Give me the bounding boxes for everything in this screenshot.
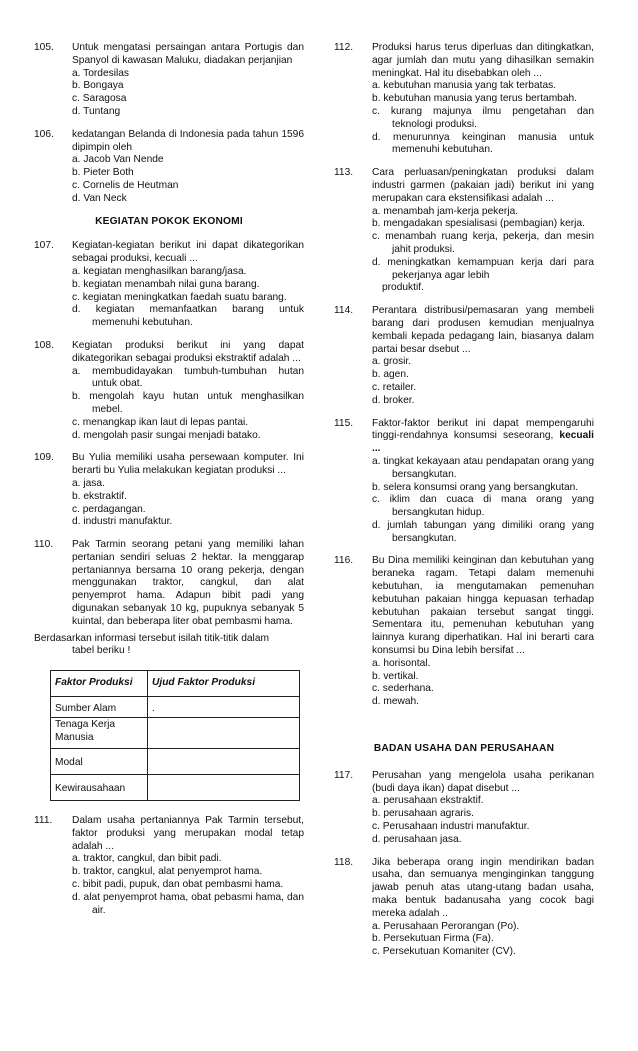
question-113 [334,167,594,295]
question-stem: Kegiatan produksi berikut ini yang dapat dikategorikan sebagai produksi ekstraktif adalah ... [72,339,304,364]
option-b: b. mengolah kayu hutan untuk menghasilkan mebel. [72,391,304,415]
option-b: b. Bongaya [72,80,124,92]
option-a: a. menambah jam-kerja pekerja. [372,205,519,217]
option-d: d. mewah. [372,696,419,708]
question-109 [34,452,304,529]
question-stem: Bu Yulia memiliki usaha persewaan komputer. Ini berarti bu Yulia melakukan kegiatan produksi ... [72,452,304,477]
option-a: a. horisontal. [372,657,431,669]
option-c: c. perdagangan. [72,503,146,515]
table-cell: Modal [51,749,148,775]
question-114 [334,305,594,407]
option-a: a. Jacob Van Nende [72,154,164,166]
option-c: c. menangkap ikan laut di lepas pantai. [72,416,249,428]
option-a: a. tingkat kekayaan atau pendapatan orang yang bersangkutan. [372,455,594,480]
option-b: b. vertikal. [372,670,419,682]
question-stem: Untuk mengatasi persaingan antara Portugis dan Spanyol di kawasan Maluku, diadakan perjanjian [72,42,304,66]
option-a: a. traktor, cangkul, dan bibit padi. [72,853,222,865]
option-d: d. broker. [372,394,415,406]
question-108 [34,340,304,442]
table-cell: Sumber Alam [51,697,148,718]
question-number: 105. [34,42,54,53]
section-heading-kegiatan-pokok-ekonomi: KEGIATAN POKOK EKONOMI [95,215,243,227]
question-stem: Bu Dina memiliki keinginan dan kebutuhan yang beraneka ragam. Tetapi dalam memenuhi kebutuhan, ia mengutamakan pemenuhan kebutuhan pakaian hingga kepuasan terhadap kebutuhan pakaian tersebut sangat tinggi. Sementara itu, pemenuhan kebutuhan yang lainnya kurang diperhatikan. Hal ini berarti cara konsumsi bu Dina lebih bersifat ... [372,555,594,657]
table-cell: Kewirausahaan [51,775,148,801]
option-b: b. selera konsumsi orang yang bersangkutan. [372,481,579,493]
question-number: 107. [34,240,54,252]
table-cell-answer[interactable] [148,775,300,801]
option-c: c. Cornelis de Heutman [72,179,179,191]
question-stem: Produksi harus terus diperluas dan ditingkatkan, agar jumlah dan mutu yang dihasilkan semakin meningkat. Hal itu disebabkan oleh ... [372,42,594,79]
option-b: b. agen. [372,369,409,381]
faktor-produksi-table [50,670,300,801]
question-stem: Jika beberapa orang ingin mendirikan badan usaha, dan semuanya menginginkan tanggung jawab penuh atas utang-utang badan usaha, maka bentuk badanusaha yang cocok bagi mereka adalah .. [372,856,594,919]
option-a: a. kegiatan menghasilkan barang/jasa. [72,265,247,277]
option-d: d. meningkatkan kemampuan kerja dari para pekerjanya agar lebih [372,256,594,281]
question-number: 118. [334,856,354,868]
option-b: b. kebutuhan manusia yang terus bertambah. [372,93,578,105]
question-number: 112. [334,42,354,53]
option-c: c. Persekutuan Komaniter (CV). [372,946,516,958]
left-column [34,42,304,927]
option-c: c. sederhana. [372,683,434,695]
table-cell-answer[interactable] [148,717,300,749]
question-stem: Dalam usaha pertaniannya Pak Tarmin tersebut, faktor produksi yang merupakan modal tetap adalah ... [72,815,304,852]
option-d: d. kegiatan memanfaatkan barang untuk memenuhi kebutuhan. [72,304,304,329]
question-stem: kedatangan Belanda di Indonesia pada tahun 1596 dipimpin oleh [72,128,304,153]
question-112 [334,42,594,157]
question-number: 110. [34,539,54,551]
table-row [51,717,300,749]
question-number: 117. [334,769,354,781]
question-number: 116. [334,555,354,567]
option-d: d. alat penyemprot hama, obat pebasmi hama, dan air. [72,891,304,916]
option-b: b. Persekutuan Firma (Fa). [372,933,494,945]
option-c: c. kurang majunya ilmu pengetahan dan teknologi produksi. [372,105,594,130]
question-106 [34,129,304,206]
option-c: c. kegiatan meningkatkan faedah suatu barang. [72,291,287,303]
question-number: 108. [34,339,54,351]
option-a: a. kebutuhan manusia yang tak terbatas. [372,80,557,92]
table-header-cell: Ujud Faktor Produksi [148,671,300,697]
option-a: a. Tordesilas [72,67,130,79]
question-number: 115. [334,417,354,429]
table-row [51,775,300,801]
table-row [51,749,300,775]
table-header-cell: Faktor Produksi [51,671,148,697]
question-number: 113. [334,167,354,179]
option-d: d. jumlah tabungan yang dimiliki orang yang bersangkutan. [372,519,594,544]
option-d: d. perusahaan jasa. [372,833,462,845]
question-stem: Perusahan yang mengelola usaha perikanan (budi daya ikan) dapat disebut ... [372,769,594,794]
option-a: a. membudidayakan tumbuh-tumbuhan hutan untuk obat. [72,365,304,390]
right-column [334,42,594,969]
question-105 [34,42,304,119]
table-row [51,697,300,718]
table-cell-answer[interactable]: . [148,697,300,718]
instruction-line-1: Berdasarkan informasi tersebut isilah titik-titik dalam [34,632,269,644]
option-c: c. menambah ruang kerja, pekerja, dan mesin jahit produksi. [372,231,594,255]
option-c: c. iklim dan cuaca di mana orang yang bersangkutan hidup. [372,494,594,519]
option-d: d. Van Neck [72,192,127,204]
question-117 [334,770,594,847]
section-heading-badan-usaha: BADAN USAHA DAN PERUSAHAAN [373,743,555,755]
question-118 [334,857,594,959]
option-a: a. perusahaan ekstraktif. [372,795,484,807]
question-number: 114. [334,305,354,317]
question-stem: Kegiatan-kegiatan berikut ini dapat dikategorikan sebagai produksi, kecuali ... [72,240,304,265]
question-stem: Cara perluasan/peningkatan produksi dalam industri garmen (pakaian jadi) berikut ini yang merupakan cara ekstensifikasi adalah ... [372,167,594,204]
question-115 [334,418,594,546]
table-cell: Tenaga Kerja Manusia [51,717,148,749]
option-b: b. perusahaan agraris. [372,808,474,820]
question-111 [34,815,304,917]
question-stem: Pak Tarmin seorang petani yang memiliki lahan pertanian sendiri seluas 2 hektar. Ia menggarap pertaniannya bersama 10 orang pekerja, dengan menggunakan traktor, cangkul, dan alat penyemprot hama. Adapun bibit padi yang digunakan sebanyak 10 kg, pupuknya sebanyak 5 kuintal, dan beberapa liter obat pembasmi hama. [72,539,304,627]
option-b: b. ekstraktif. [72,490,127,502]
option-d: d. mengolah pasir sungai menjadi batako. [72,429,261,441]
option-c: c. Perusahaan industri manufaktur. [372,821,530,833]
option-a: a. grosir. [372,356,412,368]
table-header-row [51,671,300,697]
option-c: c. bibit padi, pupuk, dan obat pembasmi hama. [72,879,284,891]
option-c: c. Saragosa [72,93,127,105]
question-stem [372,418,594,456]
option-b: b. traktor, cangkul, alat penyemprot hama. [72,866,263,878]
option-b: b. Pieter Both [72,167,134,179]
question-110 [34,539,304,629]
option-d: d. Tuntang [72,105,121,117]
stem-text: Faktor-faktor berikut ini dapat mempengaruhi tinggi-rendahnya konsumsi seseorang, [372,417,594,442]
question-number: 109. [34,452,54,464]
option-b: b. kegiatan menambah nilai guna barang. [72,278,260,290]
question-number: 111. [34,815,53,827]
question-number: 106. [34,128,54,140]
option-d-continuation: produktif. [382,282,424,294]
option-a: a. jasa. [72,477,105,489]
option-d: d. industri manufaktur. [72,516,173,528]
stem-bold-text: kecuali ... [372,430,594,455]
instruction-line-2: tabel beriku ! [72,645,131,657]
table-cell-answer[interactable] [148,749,300,775]
question-116 [334,555,594,709]
option-c: c. retailer. [372,381,417,393]
question-stem: Perantara distribusi/pemasaran yang membeli barang dari produsen kemudian menjualnya kembali kepada pedagang lain, biasanya dalam partai besar dsebut ... [372,305,594,355]
option-b: b. mengadakan spesialisasi (pembagian) kerja. [372,218,585,230]
option-a: a. Perusahaan Perorangan (Po). [372,920,520,932]
option-d: d. menurunnya keinginan manusia untuk memenuhi kebutuhan. [372,131,594,156]
question-107 [34,240,304,330]
table-instruction [34,633,304,659]
